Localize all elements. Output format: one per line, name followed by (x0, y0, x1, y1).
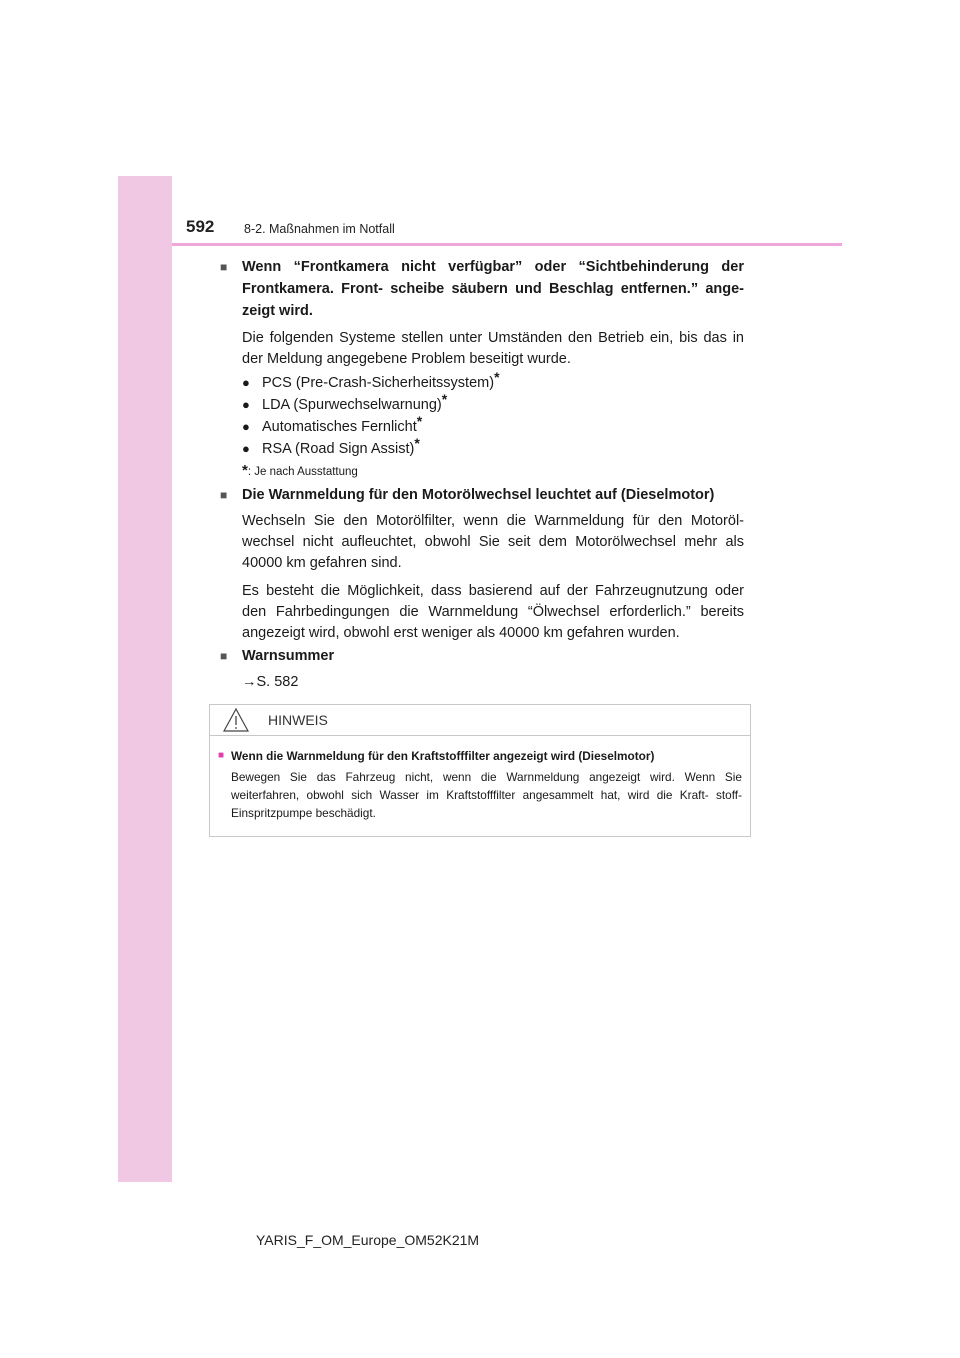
notice-text: Bewegen Sie das Fahrzeug nicht, wenn die Warnmeldung angezeigt wird. Wenn Sie weiterfahren, obwohl sich Wasser im Kraftstofffilter angesammelt hat, wird die Kraft- stoff-Einspritzpumpe beschädigt. (231, 770, 742, 820)
bullet-icon: ● (242, 441, 250, 456)
star-icon: * (414, 435, 420, 451)
list-item: ● PCS (Pre-Crash-Sicherheitssystem)* (242, 372, 744, 394)
list-item: ● LDA (Spurwechselwarnung)* (242, 394, 744, 416)
section-oil-change (220, 484, 744, 644)
section-warning-buzzer (220, 645, 744, 693)
bullet-icon: ● (242, 397, 250, 412)
star-icon: * (494, 369, 500, 385)
notice-box (209, 704, 751, 837)
header-rule (172, 243, 842, 246)
page-reference: →S. 582 (242, 674, 299, 690)
footnote-star: * (242, 462, 248, 479)
notice-title: HINWEIS (268, 712, 328, 728)
star-icon: * (441, 391, 448, 407)
footer-document-id: YARIS_F_OM_Europe_OM52K21M (256, 1232, 480, 1248)
warning-triangle-icon (223, 708, 249, 732)
paragraph: Die folgenden Systeme stellen unter Umständen den Betrieb ein, bis das in der Meldung angegebene Problem beseitigt wurde. (242, 330, 744, 367)
bullet-icon: ● (242, 419, 250, 434)
paragraph: Es besteht die Möglichkeit, dass basierend auf der Fahrzeugnutzung oder den Fahrbedingungen die Warnmeldung “Ölwechsel erforderlich.” bereits angezeigt wird, obwohl erst weniger als 40000 km gefahren wurden. (242, 583, 744, 641)
list-item: ● Automatisches Fernlicht* (242, 416, 744, 438)
star-icon: * (416, 413, 423, 429)
bullet-icon: ● (242, 375, 250, 390)
square-bullet-icon: ■ (218, 750, 225, 761)
notice-body (210, 736, 750, 822)
section-heading: ■ Warnsummer (220, 645, 744, 667)
paragraph: Wechseln Sie den Motorölfilter, wenn die Warnmeldung für den Motoröl- wechsel nicht aufleuchtet, obwohl Sie seit dem Motorölwechsel mehr als 40000 km gefahren sind. (242, 513, 744, 571)
notice-heading: ■ Wenn die Warnmeldung für den Kraftstofffilter angezeigt wird (Dieselmotor) (218, 749, 655, 763)
section-title: 8-2. Maßnahmen im Notfall (244, 222, 395, 236)
square-bullet-icon: ■ (220, 260, 228, 274)
section-front-camera (220, 256, 744, 481)
section-heading: ■ Die Warnmeldung für den Motorölwechsel leuchtet auf (Dieselmotor) (220, 484, 744, 506)
page-number: 592 (186, 217, 215, 236)
footnote: *: Je nach Ausstattung (242, 462, 358, 479)
chapter-tab-bar (118, 176, 172, 1182)
notice-header (210, 705, 750, 736)
square-bullet-icon: ■ (220, 488, 228, 502)
section-heading: ■ Wenn “Frontkamera nicht verfügbar” oder “Sichtbehinderung der Frontkamera. Front- scheibe säubern und Beschlag entfernen.” ange- zeigt wird. (220, 256, 744, 322)
list-item: ● RSA (Road Sign Assist)* (242, 438, 744, 460)
square-bullet-icon: ■ (220, 649, 228, 663)
